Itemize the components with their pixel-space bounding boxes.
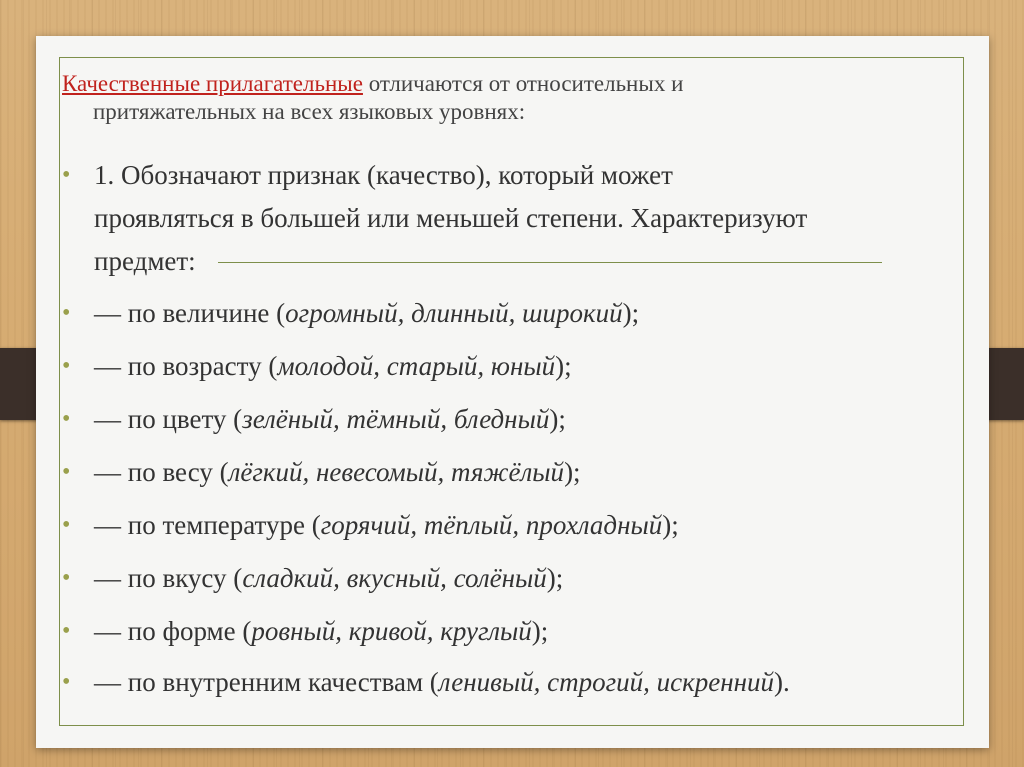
item-examples: огромный, длинный, широкий <box>285 298 623 328</box>
bullet-item-temperature <box>62 504 1002 547</box>
bullet-dot: • <box>62 618 71 644</box>
item-examples: лёгкий, невесомый, тяжёлый <box>228 457 565 487</box>
item-end: ); <box>531 616 549 646</box>
item-end: ); <box>546 563 564 593</box>
item-examples: молодой, старый, юный <box>277 351 556 381</box>
bullet-dot: • <box>62 669 71 695</box>
item-label: — по внутренним качествам ( <box>94 667 439 697</box>
intro-line-2: проявляться в большей или меньшей степени. Характеризуют <box>94 203 808 233</box>
item-examples: ленивый, строгий, искренний <box>438 667 775 697</box>
bullet-item-taste <box>62 557 1002 600</box>
item-label: — по вкусу ( <box>94 563 243 593</box>
bullet-item-weight <box>62 451 1002 494</box>
item-end: ); <box>564 457 581 487</box>
intro-line-1: 1. Обозначают признак (качество), который может <box>94 160 673 190</box>
item-label: — по форме ( <box>94 616 252 646</box>
item-label: — по возрасту ( <box>94 351 278 381</box>
item-end: ). <box>774 667 790 697</box>
slide-heading <box>62 70 942 126</box>
bullet-dot: • <box>62 300 71 326</box>
bullet-item-inner-qualities <box>62 661 1002 704</box>
bullet-item-age <box>62 345 1002 388</box>
item-examples: ровный, кривой, круглый <box>251 616 532 646</box>
item-end: ); <box>622 298 640 328</box>
item-label: — по весу ( <box>94 457 229 487</box>
item-label: — по температуре ( <box>94 510 321 540</box>
item-end: ); <box>555 351 572 381</box>
bullet-dot: • <box>62 565 71 591</box>
bullet-item-color <box>62 398 1002 441</box>
bullet-dot: • <box>62 353 71 379</box>
bullet-item-shape <box>62 610 1002 653</box>
bullet-intro <box>62 154 1002 283</box>
decorative-underline <box>218 262 882 263</box>
bullet-dot: • <box>62 459 71 485</box>
intro-line-3: предмет: <box>94 246 196 276</box>
item-end: ); <box>549 404 566 434</box>
heading-term: Качественные прилагательные <box>62 71 363 96</box>
heading-rest: отличаются от относительных и <box>362 71 684 96</box>
item-end: ); <box>662 510 679 540</box>
bullet-item-size <box>62 292 1002 335</box>
item-examples: сладкий, вкусный, солёный <box>242 563 547 593</box>
bullet-dot: • <box>62 512 71 538</box>
item-examples: горячий, тёплый, прохладный <box>320 510 663 540</box>
heading-line-2: притяжательных на всех языковых уровнях: <box>93 99 526 124</box>
item-label: — по цвету ( <box>94 404 243 434</box>
item-examples: зелёный, тёмный, бледный <box>242 404 550 434</box>
bullet-dot: • <box>62 162 71 188</box>
bullet-dot: • <box>62 406 71 432</box>
item-label: — по величине ( <box>94 298 286 328</box>
